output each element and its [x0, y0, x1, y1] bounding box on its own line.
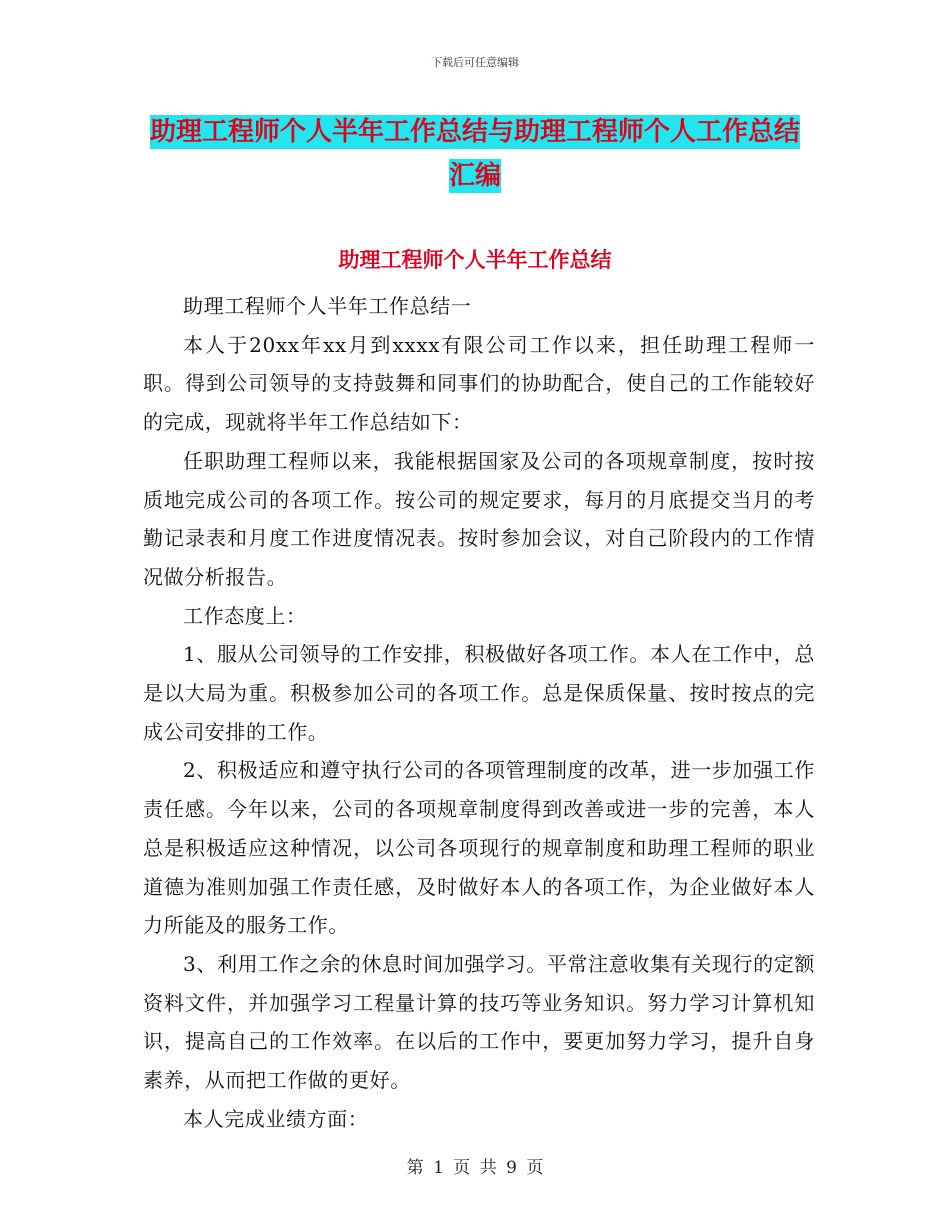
- document-body: [143, 287, 815, 1138]
- paragraph: 3、利用工作之余的休息时间加强学习。平常注意收集有关现行的定额资料文件，并加强学习工程量计算的技巧等业务知识。努力学习计算机知识，提高自己的工作效率。在以后的工作中，要更加努力学习，提升自身素养，从而把工作做的更好。: [143, 951, 815, 1093]
- paragraph: 助理工程师个人半年工作总结一: [183, 294, 472, 318]
- page-number: 第 1 页 共 9 页: [406, 1158, 544, 1178]
- document-title-text: 助理工程师个人半年工作总结与助理工程师个人工作总结汇编: [149, 117, 800, 191]
- paragraph: 任职助理工程师以来，我能根据国家及公司的各项规章制度，按时按质地完成公司的各项工作。按公司的规定要求，每月的月底提交当月的考勤记录表和月度工作进度情况表。按时参加会议，对自己阶段内的工作情况做分析报告。: [143, 448, 815, 589]
- paragraph: 本人于20xx年xx月到xxxx有限公司工作以来，担任助理工程师一职。得到公司领导的支持鼓舞和同事们的协助配合，使自己的工作能较好的完成，现就将半年工作总结如下：: [143, 332, 815, 435]
- document-title: [140, 110, 810, 198]
- section-title: 助理工程师个人半年工作总结: [338, 248, 612, 272]
- paragraph: 2、积极适应和遵守执行公司的各项管理制度的改革，进一步加强工作责任感。今年以来，公司的各项规章制度得到改善或进一步的完善，本人总是积极适应这种情况，以公司各项现行的规章制度和助理工程师的职业道德为准则加强工作责任感，及时做好本人的各项工作，为企业做好本人力所能及的服务工作。: [143, 758, 815, 938]
- paragraph: 工作态度上：: [183, 603, 307, 628]
- paragraph: 1、服从公司领导的工作安排，积极做好各项工作。本人在工作中，总是以大局为重。积极参加公司的各项工作。总是保质保量、按时按点的完成公司安排的工作。: [143, 642, 815, 744]
- header-note: 下载后可任意编辑: [431, 56, 519, 69]
- paragraph: 本人完成业绩方面：: [183, 1106, 369, 1131]
